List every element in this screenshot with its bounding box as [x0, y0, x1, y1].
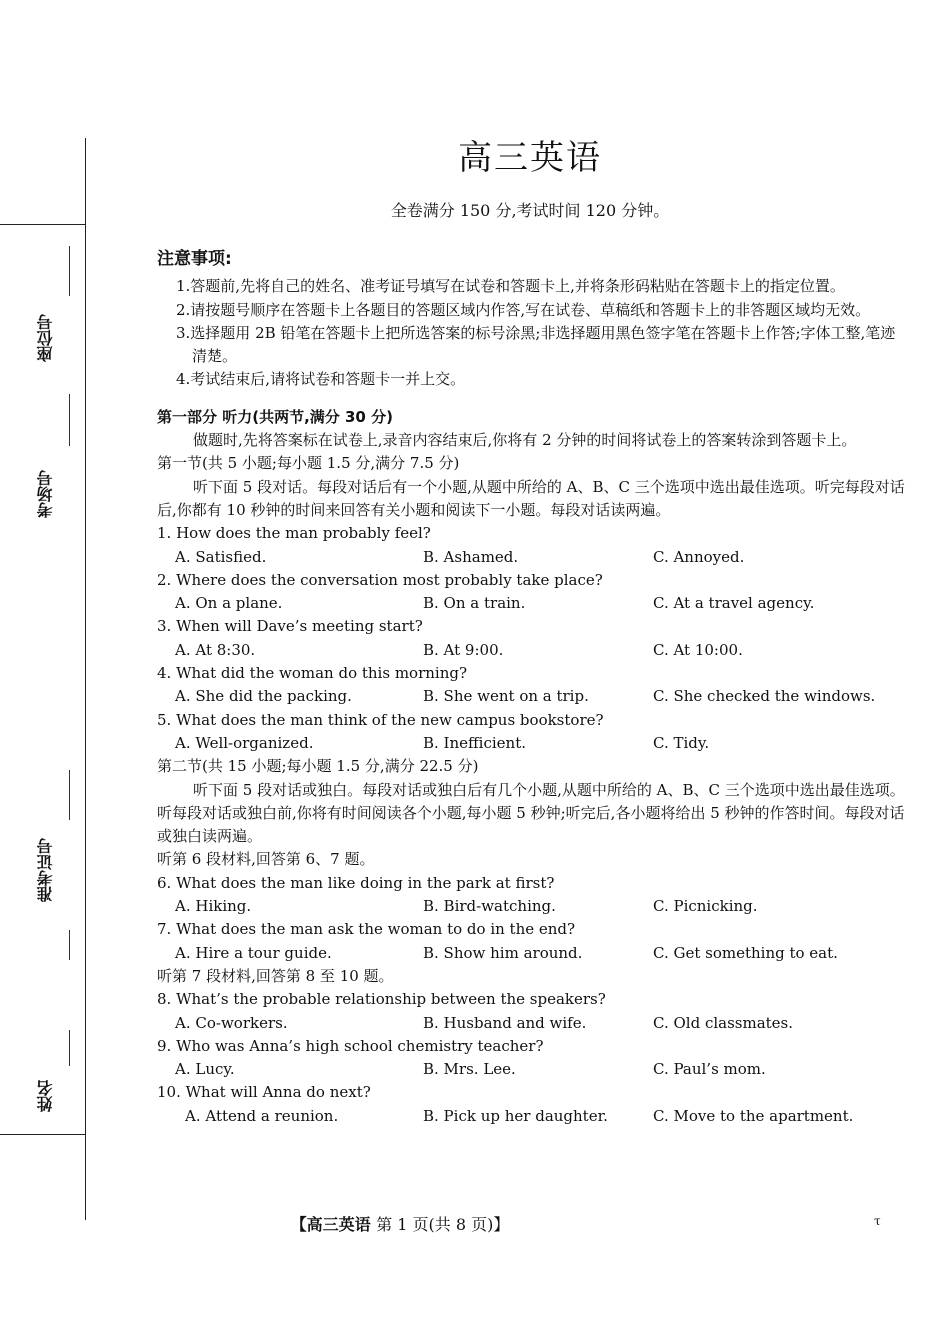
question-options [157, 895, 905, 918]
binding-divider-bottom [0, 1134, 86, 1135]
section1-heading: 第一节(共 5 小题;每小题 1.5 分,满分 7.5 分) [157, 454, 460, 473]
question-stem: 1. How does the man probably feel? [157, 524, 431, 543]
footer-label: 【高三英语 [290, 1215, 371, 1234]
corner-mark: τ [874, 1214, 881, 1228]
ticket-number-field[interactable] [34, 770, 90, 960]
option-a: A. Satisfied. [175, 547, 267, 566]
question-8 [157, 988, 905, 1035]
question-stem: 2. Where does the conversation most probably take place? [157, 570, 603, 589]
material-6-heading: 听第 6 段材料,回答第 6、7 题。 [157, 850, 375, 869]
option-c: C. Paul’s mom. [653, 1060, 766, 1079]
option-a: A. Hiking. [175, 897, 252, 916]
section2-intro: 听下面 5 段对话或独白。每段对话或独白后有几个小题,从题中所给的 A、B、C 三个选项中选出最佳选项。听每段对话或独白前,你将有时间阅读各个小题,每小题 5 秒钟;听完后,各小题将给出 5 秒钟的作答时间。每段对话或独白读两遍。 [157, 780, 905, 846]
option-c: C. Old classmates. [653, 1013, 794, 1032]
option-a: A. She did the packing. [175, 687, 352, 706]
material-7-heading: 听第 7 段材料,回答第 8 至 10 题。 [157, 966, 394, 985]
question-options [157, 1058, 905, 1081]
question-stem: 8. What’s the probable relationship between the speakers? [157, 990, 606, 1009]
option-b: B. Bird-watching. [423, 897, 556, 916]
question-stem: 4. What did the woman do this morning? [157, 664, 468, 683]
question-stem: 7. What does the man ask the woman to do in the end? [157, 920, 576, 939]
question-4 [157, 662, 905, 709]
notice-item: 1.答题前,先将自己的姓名、准考证号填写在试卷和答题卡上,并将条形码粘贴在答题卡上的指定位置。 [176, 277, 845, 296]
notice-item: 3.选择题用 2B 铅笔在答题卡上把所选答案的标号涂黑;非选择题用黑色签字笔在答题卡上作答;字体工整,笔迹清楚。 [176, 323, 896, 366]
footer-page-number: 第 1 页(共 8 页)】 [376, 1215, 510, 1234]
question-1 [157, 522, 905, 569]
option-c: C. At a travel agency. [653, 594, 815, 613]
question-options [157, 592, 905, 615]
notice-heading: 注意事项: [157, 249, 232, 269]
option-a: A. On a plane. [175, 594, 283, 613]
option-a: A. Hire a tour guide. [175, 943, 332, 962]
section2-heading: 第二节(共 15 小题;每小题 1.5 分,满分 22.5 分) [157, 757, 479, 776]
seat-number-blank[interactable] [69, 246, 70, 296]
question-options [157, 1105, 905, 1128]
exam-room-label: 考场号 [36, 470, 55, 518]
option-a: A. Co-workers. [175, 1013, 288, 1032]
notice-item: 4.考试结束后,请将试卷和答题卡一并上交。 [176, 370, 466, 389]
exam-subtitle: 全卷满分 150 分,考试时间 120 分钟。 [390, 201, 670, 220]
question-stem: 5. What does the man think of the new campus bookstore? [157, 710, 604, 729]
option-b: B. Mrs. Lee. [423, 1060, 516, 1079]
option-c: C. Move to the apartment. [653, 1106, 854, 1125]
question-options [157, 546, 905, 569]
question-options [157, 1012, 905, 1035]
option-c: C. She checked the windows. [653, 687, 876, 706]
option-c: C. Get something to eat. [653, 943, 838, 962]
question-7 [157, 918, 905, 965]
question-2 [157, 569, 905, 616]
exam-room-field[interactable] [34, 462, 90, 532]
part1-intro: 做题时,先将答案标在试卷上,录音内容结束后,你将有 2 分钟的时间将试卷上的答案转涂到答题卡上。 [193, 431, 857, 450]
page-footer [0, 1212, 800, 1235]
seat-number-label: 座位号 [36, 314, 55, 362]
option-b: B. At 9:00. [423, 640, 504, 659]
option-b: B. Husband and wife. [423, 1013, 587, 1032]
ticket-number-blank[interactable] [69, 770, 70, 820]
name-blank[interactable] [69, 1030, 70, 1066]
question-10 [157, 1081, 905, 1128]
seat-number-field[interactable] [34, 246, 90, 456]
name-label: 姓名 [36, 1080, 55, 1112]
option-b: B. On a train. [423, 594, 526, 613]
option-b: B. She went on a trip. [423, 687, 589, 706]
option-a: A. Well-organized. [175, 733, 314, 752]
question-9 [157, 1035, 905, 1082]
option-b: B. Inefficient. [423, 733, 527, 752]
question-options [157, 639, 905, 662]
option-b: B. Show him around. [423, 943, 583, 962]
question-stem: 3. When will Dave’s meeting start? [157, 617, 423, 636]
option-a: A. Attend a reunion. [185, 1106, 339, 1125]
question-options [157, 942, 905, 965]
exam-title: 高三英语 [458, 138, 602, 178]
question-options [157, 685, 905, 708]
notice-item: 2.请按题号顺序在答题卡上各题目的答题区域内作答,写在试卷、草稿纸和答题卡上的非答题区域均无效。 [176, 300, 871, 319]
option-a: A. At 8:30. [175, 640, 256, 659]
binding-divider-top [0, 224, 86, 225]
name-field[interactable] [34, 1030, 90, 1120]
option-b: B. Pick up her daughter. [423, 1106, 608, 1125]
question-stem: 9. Who was Anna’s high school chemistry teacher? [157, 1036, 544, 1055]
option-c: C. Tidy. [653, 733, 710, 752]
ticket-number-label: 准考证号 [36, 838, 55, 902]
question-3 [157, 615, 905, 662]
ticket-number-blank-lower[interactable] [69, 930, 70, 960]
question-6 [157, 872, 905, 919]
exam-content [157, 248, 905, 1128]
option-a: A. Lucy. [175, 1060, 235, 1079]
question-5 [157, 709, 905, 756]
part1-heading: 第一部分 听力(共两节,满分 30 分) [157, 407, 393, 426]
option-c: C. Annoyed. [653, 547, 745, 566]
section1-intro: 听下面 5 段对话。每段对话后有一个小题,从题中所给的 A、B、C 三个选项中选出最佳选项。听完每段对话后,你都有 10 秒钟的时间来回答有关小题和阅读下一小题。每段对话读两遍。 [157, 477, 905, 519]
seat-number-blank-lower[interactable] [69, 394, 70, 446]
option-c: C. Picnicking. [653, 897, 758, 916]
question-options [157, 732, 905, 755]
question-stem: 10. What will Anna do next? [157, 1083, 371, 1102]
option-c: C. At 10:00. [653, 640, 743, 659]
option-b: B. Ashamed. [423, 547, 519, 566]
question-stem: 6. What does the man like doing in the park at first? [157, 873, 555, 892]
